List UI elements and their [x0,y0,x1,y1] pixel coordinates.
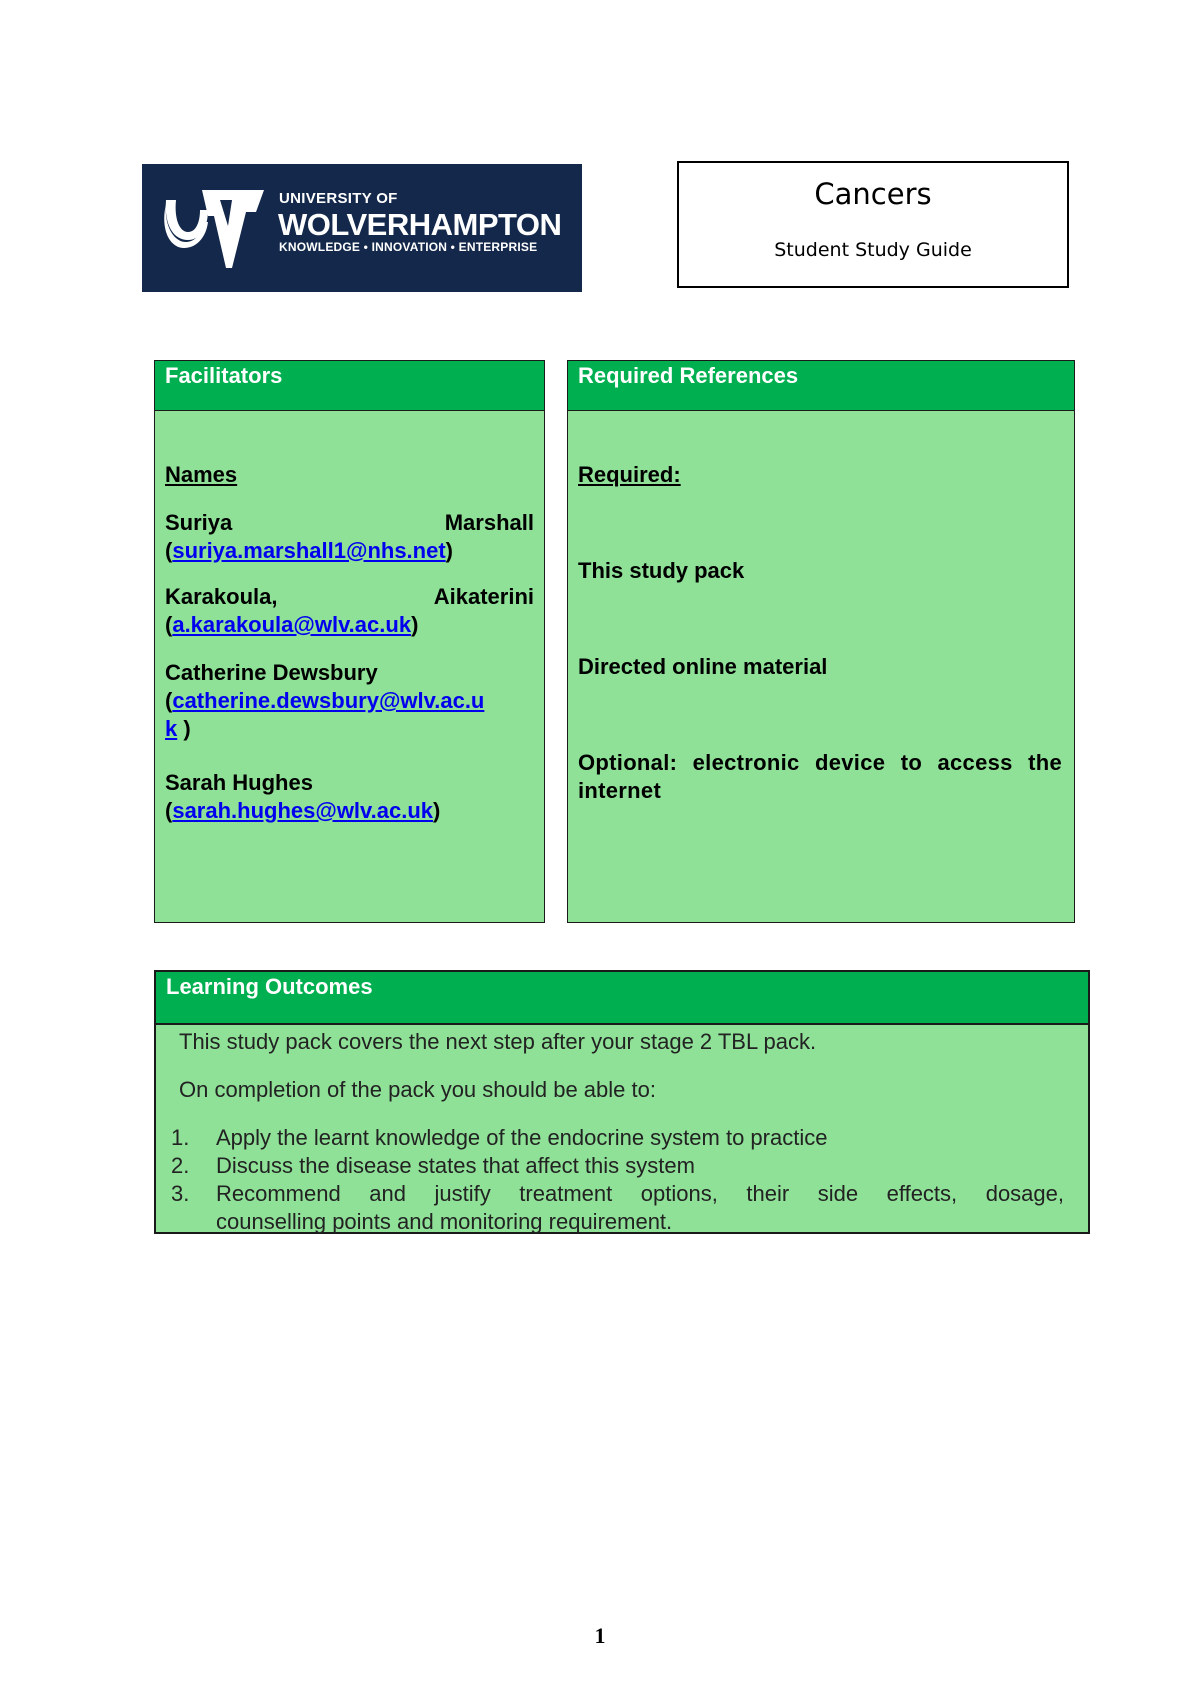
facilitator-entry: Catherine Dewsbury (catherine.dewsbury@wlv.ac.u k ) [165,659,534,743]
facilitator-email-link[interactable]: a.karakoula@wlv.ac.uk [172,612,412,637]
outcome-item [171,1124,1064,1152]
reference-item: Directed online material [578,654,828,679]
learning-outcomes-lead: On completion of the pack you should be able to: [179,1077,656,1102]
facilitator-entry: Karakoula, Aikaterini (a.karakoula@wlv.ac.uk) [165,584,534,637]
facilitator-email-link-continued[interactable]: k [165,716,178,741]
university-logo [142,164,582,292]
logo-text-tagline: KNOWLEDGE • INNOVATION • ENTERPRISE [279,240,538,254]
outcome-text: Recommend and justify treatment options, their side effects, dosage, [216,1181,1064,1206]
facilitator-last-name: Marshall [444,510,534,535]
document-subtitle: Student Study Guide [774,239,972,261]
learning-outcomes-panel [154,970,1090,1234]
facilitators-heading: Facilitators [155,361,544,411]
facilitator-name: Catherine Dewsbury [165,660,378,685]
outcome-number: 1. [171,1125,190,1150]
reference-item: Optional: electronic device to access the internet [578,750,1062,803]
outcome-text: Apply the learnt knowledge of the endocrine system to practice [216,1125,828,1150]
outcome-text: Discuss the disease states that affect this system [216,1153,695,1178]
facilitator-email-link[interactable]: sarah.hughes@wlv.ac.uk [172,798,434,823]
facilitators-panel [154,360,545,923]
required-references-panel [567,360,1075,923]
logo-text-wolverhampton: WOLVERHAMPTON [278,207,562,242]
required-label: Required: [578,462,681,487]
names-label: Names [165,462,238,487]
outcome-number: 2. [171,1153,190,1178]
facilitator-last-name: Aikaterini [433,584,534,609]
facilitator-name: Sarah Hughes [165,770,313,795]
outcome-item [171,1180,1064,1236]
learning-outcomes-intro: This study pack covers the next step after your stage 2 TBL pack. [179,1029,817,1054]
facilitator-entry: Suriya Marshall (suriya.marshall1@nhs.net) [165,510,534,563]
facilitator-first-name: Suriya [165,510,233,535]
learning-outcomes-heading: Learning Outcomes [156,972,1088,1025]
facilitator-email-link[interactable]: catherine.dewsbury@wlv.ac.u [172,688,485,713]
outcome-text-continued: counselling points and monitoring requirement. [216,1209,673,1234]
facilitator-entry: Sarah Hughes (sarah.hughes@wlv.ac.uk) [165,769,534,825]
outcome-item [171,1152,1064,1180]
facilitator-email-link[interactable]: suriya.marshall1@nhs.net [172,538,446,563]
title-box [677,161,1069,288]
logo-text-university-of: UNIVERSITY OF [279,190,398,207]
reference-item: This study pack [578,558,745,583]
facilitator-first-name: Karakoula, [165,584,278,609]
uw-emblem-icon [162,186,272,270]
required-references-heading: Required References [568,361,1074,411]
page-number: 1 [594,1623,606,1648]
document-title: Cancers [814,177,932,211]
outcome-number: 3. [171,1181,190,1206]
